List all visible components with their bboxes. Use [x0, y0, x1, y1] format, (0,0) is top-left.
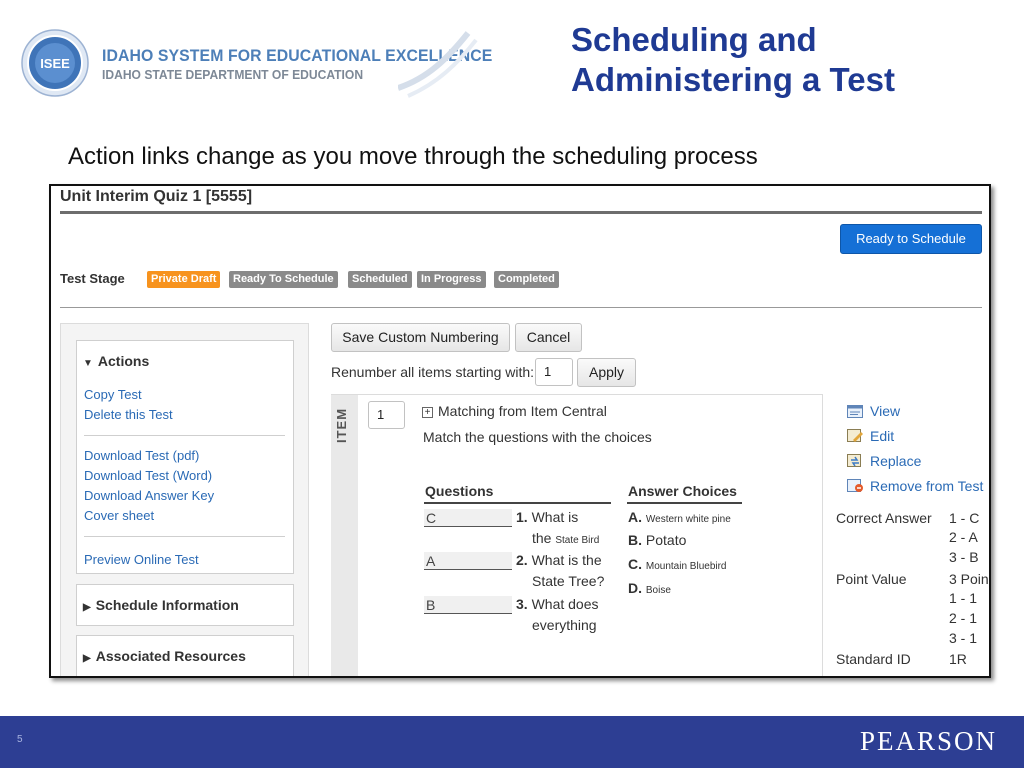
remove-icon[interactable] [847, 479, 863, 492]
question-3-continued: everything [532, 617, 597, 633]
correct-answer-value: 1 - C [949, 510, 980, 526]
save-custom-numbering-button[interactable]: Save Custom Numbering [331, 323, 510, 352]
download-test-pdf-link[interactable]: Download Test (pdf) [84, 448, 200, 463]
choice-b [628, 532, 686, 548]
isee-seal-icon [20, 28, 90, 98]
delete-test-link[interactable]: Delete this Test [84, 407, 173, 422]
pearson-logo: PEARSON [860, 726, 998, 756]
page-number: 5 [17, 734, 23, 745]
question-number: 3. [516, 596, 528, 612]
answer-choices-header: Answer Choices [628, 483, 737, 499]
logo-swoosh-decoration [398, 28, 478, 98]
answer-box[interactable]: B [424, 596, 512, 614]
questions-header: Questions [425, 483, 494, 499]
choice-letter: A. [628, 509, 642, 525]
slide-subtitle: Action links change as you move through the scheduling process [68, 143, 758, 170]
associated-resources-label: Associated Resources [95, 648, 246, 664]
question-text: What is the [531, 552, 602, 568]
stage-divider [60, 307, 982, 308]
item-strip [331, 395, 358, 678]
question-text: What is [531, 509, 579, 525]
renumber-start-input[interactable]: 1 [535, 358, 573, 386]
footer-bar [0, 716, 1024, 768]
standard-id-label: Standard ID [836, 651, 911, 667]
associated-resources-panel[interactable] [76, 635, 294, 678]
sidebar [60, 323, 309, 678]
copy-test-link[interactable]: Copy Test [84, 387, 142, 402]
item-prompt: Match the questions with the choices [423, 429, 652, 445]
actions-header[interactable] [83, 353, 149, 369]
choice-a [628, 509, 731, 525]
question-2-continued: State Tree? [532, 573, 605, 589]
question-3 [516, 596, 599, 612]
svg-text:ISEE: ISEE [40, 56, 70, 71]
cancel-button[interactable]: Cancel [515, 323, 582, 352]
slide-title [571, 20, 1011, 100]
stage-in-progress: In Progress [417, 271, 486, 288]
caret-down-icon: ▼ [83, 358, 93, 369]
correct-answer-label: Correct Answer [836, 510, 932, 526]
logo-line-1: IDAHO SYSTEM FOR EDUCATIONAL EXCELLENCE [102, 46, 493, 65]
schedule-information-header[interactable] [83, 597, 239, 613]
choice-c [628, 556, 727, 572]
question-text: What does [531, 596, 599, 612]
expand-plus-icon[interactable]: + [422, 407, 433, 418]
point-value-label: Point Value [836, 571, 907, 587]
ready-to-schedule-button[interactable]: Ready to Schedule [840, 224, 982, 254]
questions-header-rule [424, 502, 611, 504]
test-stage-label: Test Stage [60, 271, 125, 286]
stage-private-draft: Private Draft [147, 271, 220, 288]
correct-answer-value: 2 - A [949, 529, 978, 545]
isee-logo [18, 28, 493, 98]
caret-right-icon: ▶ [83, 653, 91, 664]
download-test-word-link[interactable]: Download Test (Word) [84, 468, 213, 483]
choice-d [628, 580, 671, 596]
view-link[interactable]: View [870, 403, 901, 419]
edit-link[interactable]: Edit [870, 428, 895, 444]
choice-letter: D. [628, 580, 642, 596]
title-divider [60, 211, 982, 214]
test-detail-screenshot [49, 184, 991, 678]
replace-icon[interactable] [847, 454, 863, 467]
correct-answer-value: 3 - B [949, 549, 979, 565]
schedule-information-panel[interactable] [76, 584, 294, 626]
point-value: 3 - 1 [949, 630, 978, 646]
choice-text: Potato [645, 532, 687, 548]
item-number-input[interactable]: 1 [368, 401, 405, 429]
choice-text: Western white pine [645, 514, 731, 525]
stage-ready-to-schedule: Ready To Schedule [229, 271, 338, 288]
stage-scheduled: Scheduled [348, 271, 412, 288]
remove-from-test-link[interactable]: Remove from Test [870, 478, 984, 494]
actions-header-label: Actions [97, 353, 150, 369]
apply-button[interactable]: Apply [577, 358, 636, 387]
associated-resources-header[interactable] [83, 648, 246, 664]
renumber-label: Renumber all items starting with: [331, 364, 535, 380]
answer-box[interactable]: C [424, 509, 512, 527]
choice-letter: C. [628, 556, 642, 572]
point-value: 1 - 1 [949, 590, 978, 606]
caret-right-icon: ▶ [83, 602, 91, 613]
edit-icon[interactable] [847, 429, 863, 442]
answer-choices-header-rule [627, 502, 742, 504]
standard-id-value: 1R [949, 651, 967, 667]
quiz-title: Unit Interim Quiz 1 [5555] [60, 188, 253, 205]
actions-divider [84, 536, 285, 537]
actions-panel [76, 340, 294, 574]
answer-box[interactable]: A [424, 552, 512, 570]
item-type[interactable] [422, 403, 607, 419]
question-number: 2. [516, 552, 528, 568]
question-text-small: State Bird [555, 535, 600, 546]
item-strip-label: ITEM [334, 407, 349, 443]
point-value: 2 - 1 [949, 610, 978, 626]
view-icon[interactable] [847, 405, 863, 418]
question-1-continued [532, 530, 599, 546]
point-value: 3 Poin [949, 571, 989, 587]
item-details-column [822, 394, 991, 678]
question-text: the [532, 530, 556, 546]
actions-divider [84, 435, 285, 436]
choice-letter: B. [628, 532, 642, 548]
item-type-label: Matching from Item Central [438, 403, 607, 419]
question-number: 1. [516, 509, 528, 525]
choice-text: Mountain Bluebird [645, 561, 727, 572]
slide-title-line-2: Administering a Test [571, 61, 895, 98]
question-2 [516, 552, 602, 568]
choice-text: Boise [645, 585, 671, 596]
cover-sheet-link[interactable]: Cover sheet [84, 508, 155, 523]
preview-online-test-link[interactable]: Preview Online Test [84, 552, 199, 567]
slide-title-line-1: Scheduling and [571, 21, 817, 58]
schedule-information-label: Schedule Information [95, 597, 239, 613]
replace-link[interactable]: Replace [870, 453, 922, 469]
logo-line-2: IDAHO STATE DEPARTMENT OF EDUCATION [102, 67, 364, 82]
download-answer-key-link[interactable]: Download Answer Key [84, 488, 215, 503]
question-1 [516, 509, 578, 525]
stage-completed: Completed [494, 271, 559, 288]
